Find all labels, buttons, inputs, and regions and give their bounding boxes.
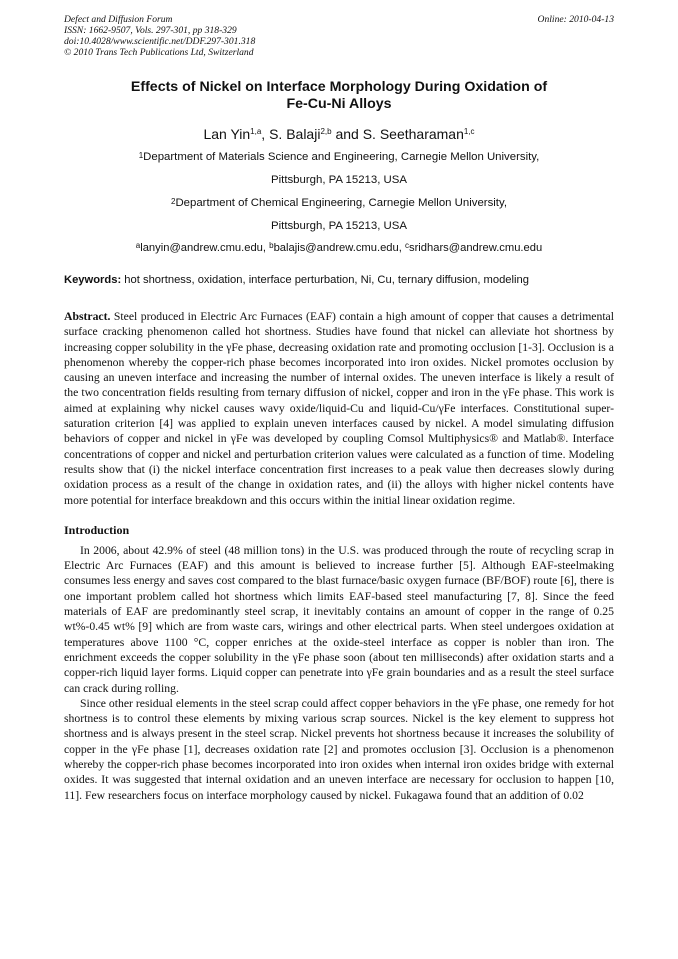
- author-name: Lan Yin: [203, 126, 251, 142]
- affiliation-sup: 1: [138, 151, 144, 160]
- affiliation-1: [64, 146, 614, 192]
- keywords: [64, 273, 614, 287]
- abstract: [64, 309, 614, 508]
- paragraph: In 2006, about 42.9% of steel (48 million tons) in the U.S. was produced through the route of recycling scrap in Electric Arc Furnaces (EAF) and this amount is believed to increase further [5]. Although EAF-steelmaking consumes less energy and saves cost compared to the blast furnace/basic oxygen furnace (BF/BOF) route [6], there is one important problem called hot shortness which limits EAF-based steel manufacturing [7, 8]. Since the feed materials of EAF are predominantly steel scrap, it inevitably contains an amount of copper in the range of 0.25 wt%-0.45 wt% [9] which are from waste cars, wirings and other electrical parts. When steel undergoes oxidation at temperatures above 1100 °C, copper enriches at the oxide-steel interface as copper is nobler than iron. The enrichment exceeds the copper solubility in the γFe phase soon (about ten milliseconds) after oxidation starts and a copper-rich liquid layer forms. Liquid copper can penetrate into γFe grain boundaries and as a result the steel surface can crack during rolling.: [64, 543, 614, 695]
- journal-copyright: © 2010 Trans Tech Publications Ltd, Switzerland: [64, 47, 254, 58]
- paper-page: [64, 14, 614, 803]
- abstract-text: Steel produced in Electric Arc Furnaces (EAF) contain a high amount of copper that causes a detrimental surface cracking phenomenon called hot shortness. Studies have found that nickel can alleviate hot shortness by increasing copper solubility in the γFe phase, decreasing oxidation rate and promoting occlusion [1-3]. Occlusion is a phenomenon whereby the copper-rich phase becomes incorporated into iron oxides. Nickel promotes occlusion by causing an uneven interface and increasing the number of internal oxides. The uneven interface is likely a result of the two concentration fields resulting from ternary diffusion of nickel, copper and iron in the γFe phase. This work is aimed at explaining why nickel causes wavy oxide/liquid-Cu and liquid-Cu/γFe interfaces. Constitutional super-saturation criterion [4] was applied to explain uneven interfaces caused by nickel. A model simulating diffusion behaviors of copper and nickel in γFe was developed by coupling Comsol Multiphysics® and Matlab®. Interface concentrations of copper and nickel and perturbation criterion values were calculated as a function of time. Modeling results show that (i) the nickel interface concentration first increases to a peak value then decreases slowly during oxidation process as a result of the change in oxidation rates, and (ii) the alloys with higher nickel contents have more potential for interface breakdown and this occurs within the initial linear oxidation regime.: [64, 310, 614, 507]
- author-sep: ,: [261, 126, 270, 142]
- affiliation-city: Pittsburgh, PA 15213, USA: [271, 220, 407, 232]
- email-link[interactable]: sridhars@andrew.cmu.edu: [408, 242, 543, 254]
- affiliation-2: [64, 192, 614, 238]
- journal-info: [64, 14, 255, 58]
- email-sup: b: [269, 241, 274, 250]
- author-name: S. Seetharaman: [362, 126, 464, 142]
- affiliation-sup: 2: [171, 197, 176, 206]
- journal-doi: doi:10.4028/www.scientific.net/DDF.297-301.318: [64, 36, 256, 47]
- affiliation-line: [64, 146, 614, 169]
- affiliation-text: Department of Materials Science and Engineering, Carnegie Mellon University,: [143, 151, 540, 163]
- journal-header: [64, 14, 614, 58]
- affiliation-line: [64, 192, 614, 215]
- email-link[interactable]: balajis@andrew.cmu.edu,: [273, 242, 405, 254]
- email-link[interactable]: lanyin@andrew.cmu.edu,: [140, 242, 270, 254]
- affiliation-text: Department of Chemical Engineering, Carnegie Mellon University,: [175, 197, 507, 209]
- title-line-1: Effects of Nickel on Interface Morphology During Oxidation of: [130, 79, 548, 95]
- author-list: [64, 125, 614, 143]
- author-sup: 1,c: [463, 127, 475, 136]
- author-sup: 1,a: [250, 127, 262, 136]
- affiliation-city: Pittsburgh, PA 15213, USA: [271, 174, 407, 186]
- online-date: Online: 2010-04-13: [537, 14, 614, 25]
- abstract-label: Abstract.: [64, 310, 111, 323]
- author-name: S. Balaji: [269, 126, 321, 142]
- paper-title: [64, 79, 614, 113]
- email-sup: c: [404, 241, 409, 250]
- keywords-text: hot shortness, oxidation, interface perturbation, Ni, Cu, ternary diffusion, modeling: [121, 274, 529, 286]
- keywords-label: Keywords:: [64, 274, 122, 286]
- section-heading-introduction: Introduction: [64, 522, 130, 537]
- journal-issn: ISSN: 1662-9507, Vols. 297-301, pp 318-329: [64, 25, 237, 36]
- email-sup: a: [135, 241, 141, 250]
- author-sup: 2,b: [320, 127, 332, 136]
- paragraph: Since other residual elements in the steel scrap could affect copper behaviors in the γFe phase, one remedy for hot shortness is to control these elements by mixing various scrap sources. Nickel is the key element to suppress hot shortness and is always present in the steel scrap. Nickel prevents hot shortness because it increases the solubility of copper in the γFe phase [1], decreases oxidation rate [2] and promotes occlusion [3]. Occlusion is a phenomenon whereby the copper-rich phase becomes incorporated into iron oxides when internal iron oxides bridge with external oxides. It was suggested that internal oxidation and an uneven interface are necessary for occlusion to happen [10, 11]. Few researchers focus on interface morphology caused by nickel. Fukagawa found that an addition of 0.02: [64, 696, 614, 802]
- author-sep: and: [331, 126, 363, 142]
- author-emails: [64, 239, 614, 257]
- journal-name: Defect and Diffusion Forum: [64, 14, 173, 25]
- title-line-2: Fe-Cu-Ni Alloys: [286, 96, 392, 112]
